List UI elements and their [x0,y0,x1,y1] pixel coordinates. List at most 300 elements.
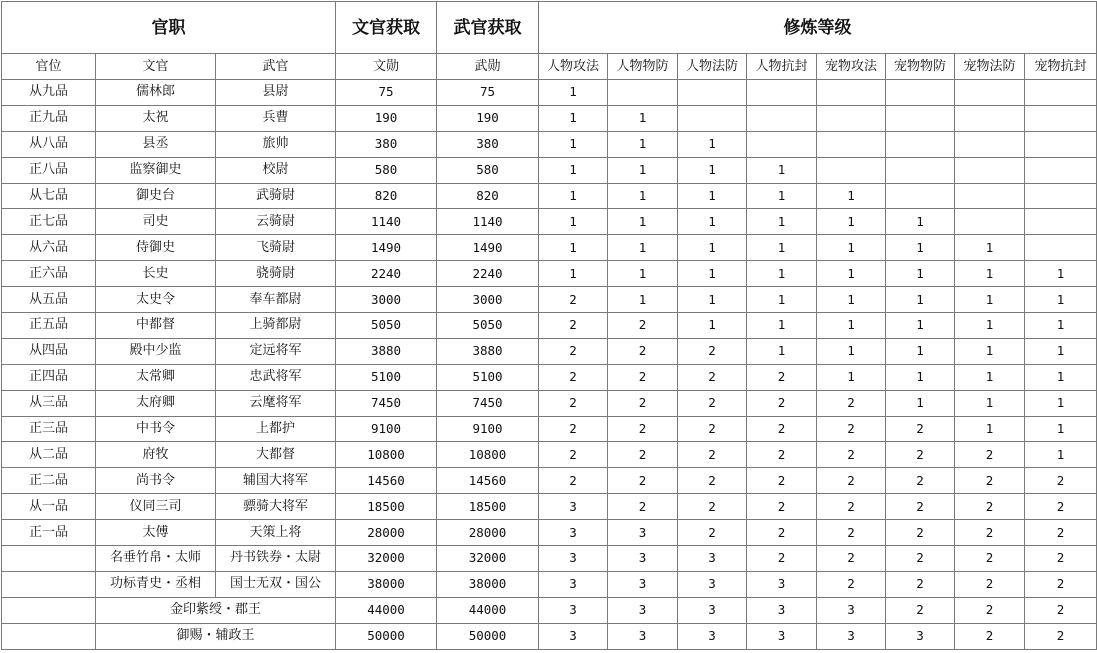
level-cell: 2 [539,287,608,313]
level-cell: 1 [608,131,678,157]
subheader-cell: 官位 [2,54,96,80]
level-cell: 1 [886,313,955,339]
level-cell: 2 [539,313,608,339]
header-xiulian: 修炼等级 [539,2,1097,54]
level-cell: 1 [608,287,678,313]
level-cell [955,209,1025,235]
wenxun-cell: 38000 [336,571,437,597]
level-cell: 3 [678,623,747,649]
wuxun-cell: 3880 [437,338,539,364]
wuxun-cell: 14560 [437,468,539,494]
subheader-cell: 人物攻法 [539,54,608,80]
rank-cell: 正四品 [2,364,96,390]
level-cell: 1 [747,157,817,183]
level-cell: 2 [747,364,817,390]
level-cell: 1 [1025,364,1097,390]
level-cell: 1 [608,157,678,183]
wenxun-cell: 28000 [336,520,437,546]
level-cell: 1 [678,157,747,183]
merged-title-cell: 金印紫绶・郡王 [96,597,336,623]
wu-title-cell: 上骑都尉 [216,313,336,339]
level-cell: 2 [886,520,955,546]
wuxun-cell: 9100 [437,416,539,442]
level-cell: 3 [817,623,886,649]
level-cell: 1 [608,209,678,235]
level-cell: 3 [678,571,747,597]
level-cell: 1 [747,287,817,313]
rank-cell: 正九品 [2,105,96,131]
level-cell [747,131,817,157]
level-cell: 2 [886,597,955,623]
level-cell: 2 [1025,571,1097,597]
level-cell [747,80,817,106]
level-cell: 2 [678,468,747,494]
wen-title-cell: 太史令 [96,287,216,313]
level-cell: 3 [886,623,955,649]
wu-title-cell: 辅国大将军 [216,468,336,494]
wenxun-cell: 50000 [336,623,437,649]
wen-title-cell: 尚书令 [96,468,216,494]
rank-cell: 从七品 [2,183,96,209]
wuxun-cell: 18500 [437,494,539,520]
wuxun-cell: 10800 [437,442,539,468]
level-cell: 1 [1025,261,1097,287]
table-row [2,131,1097,157]
wenxun-cell: 44000 [336,597,437,623]
level-cell: 1 [678,313,747,339]
level-cell: 2 [886,546,955,572]
level-cell: 3 [747,571,817,597]
level-cell: 1 [886,364,955,390]
table-row [2,287,1097,313]
level-cell: 2 [817,390,886,416]
level-cell: 1 [678,183,747,209]
level-cell [817,105,886,131]
level-cell: 1 [886,209,955,235]
level-cell: 2 [817,442,886,468]
wu-title-cell: 校尉 [216,157,336,183]
wen-title-cell: 名垂竹帛・太师 [96,546,216,572]
subheader-cell: 宠物抗封 [1025,54,1097,80]
merged-title-cell: 御赐・辅政王 [96,623,336,649]
rank-cell: 从二品 [2,442,96,468]
level-cell: 1 [539,261,608,287]
level-cell: 2 [886,442,955,468]
level-cell: 1 [747,209,817,235]
level-cell: 1 [955,390,1025,416]
rank-cell: 从四品 [2,338,96,364]
level-cell: 1 [747,313,817,339]
level-cell: 1 [886,287,955,313]
subheader-cell: 人物法防 [678,54,747,80]
rank-cell: 从六品 [2,235,96,261]
level-cell: 1 [747,338,817,364]
level-cell: 2 [747,520,817,546]
subheader-cell: 宠物攻法 [817,54,886,80]
level-cell [1025,209,1097,235]
wu-title-cell: 奉车都尉 [216,287,336,313]
wenxun-cell: 5050 [336,313,437,339]
wuxun-cell: 580 [437,157,539,183]
level-cell: 2 [539,442,608,468]
table-row [2,442,1097,468]
wu-title-cell: 忠武将军 [216,364,336,390]
level-cell: 1 [747,183,817,209]
table-row [2,235,1097,261]
wenxun-cell: 3880 [336,338,437,364]
level-cell: 3 [747,597,817,623]
wuxun-cell: 5050 [437,313,539,339]
wen-title-cell: 长史 [96,261,216,287]
level-cell: 2 [608,468,678,494]
level-cell [1025,80,1097,106]
level-cell [608,80,678,106]
table-row [2,546,1097,572]
level-cell: 3 [747,623,817,649]
level-cell: 1 [955,313,1025,339]
level-cell: 2 [608,416,678,442]
level-cell: 3 [539,623,608,649]
rank-cell [2,623,96,649]
level-cell: 1 [886,261,955,287]
level-cell: 3 [678,597,747,623]
level-cell: 1 [608,105,678,131]
table-row [2,313,1097,339]
level-cell [1025,131,1097,157]
wen-title-cell: 中书令 [96,416,216,442]
wenxun-cell: 32000 [336,546,437,572]
level-cell: 2 [608,364,678,390]
rank-table [1,1,1097,650]
wu-title-cell: 武骑尉 [216,183,336,209]
level-cell: 1 [608,261,678,287]
table-row [2,571,1097,597]
subheader-cell: 人物抗封 [747,54,817,80]
wen-title-cell: 仪同三司 [96,494,216,520]
wu-title-cell: 天策上将 [216,520,336,546]
wen-title-cell: 县丞 [96,131,216,157]
level-cell [886,80,955,106]
wenxun-cell: 18500 [336,494,437,520]
rank-cell [2,546,96,572]
level-cell: 1 [539,157,608,183]
level-cell: 1 [539,131,608,157]
wuxun-cell: 7450 [437,390,539,416]
level-cell [747,105,817,131]
level-cell: 1 [817,338,886,364]
table-row [2,157,1097,183]
level-cell: 1 [747,261,817,287]
rank-cell: 从一品 [2,494,96,520]
wu-title-cell: 骠骑大将军 [216,494,336,520]
wuxun-cell: 75 [437,80,539,106]
level-cell: 2 [608,442,678,468]
wuxun-cell: 1490 [437,235,539,261]
wenxun-cell: 3000 [336,287,437,313]
wen-title-cell: 府牧 [96,442,216,468]
level-cell: 1 [539,80,608,106]
wenxun-cell: 9100 [336,416,437,442]
level-cell [955,105,1025,131]
level-cell: 2 [747,416,817,442]
level-cell: 3 [817,597,886,623]
table-row [2,364,1097,390]
subheader-row [2,54,1097,80]
level-cell: 1 [678,131,747,157]
rank-cell: 正六品 [2,261,96,287]
table-row [2,468,1097,494]
level-cell: 2 [678,494,747,520]
rank-cell: 正八品 [2,157,96,183]
level-cell: 1 [886,390,955,416]
wu-title-cell: 定远将军 [216,338,336,364]
wu-title-cell: 旅帅 [216,131,336,157]
level-cell: 2 [1025,623,1097,649]
wen-title-cell: 殿中少监 [96,338,216,364]
level-cell: 2 [886,571,955,597]
rank-cell: 从九品 [2,80,96,106]
level-cell: 2 [747,546,817,572]
level-cell: 1 [608,235,678,261]
level-cell: 2 [1025,494,1097,520]
header-row [2,2,1097,54]
level-cell: 2 [955,546,1025,572]
level-cell: 2 [955,571,1025,597]
wen-title-cell: 太祝 [96,105,216,131]
level-cell [817,157,886,183]
level-cell: 3 [608,546,678,572]
rank-cell [2,597,96,623]
level-cell: 1 [1025,338,1097,364]
level-cell: 1 [608,183,678,209]
level-cell [1025,105,1097,131]
rank-cell: 正七品 [2,209,96,235]
level-cell: 1 [539,209,608,235]
subheader-cell: 武官 [216,54,336,80]
level-cell: 2 [955,468,1025,494]
level-cell: 2 [678,390,747,416]
level-cell: 2 [747,390,817,416]
level-cell: 1 [886,338,955,364]
level-cell: 2 [747,468,817,494]
wen-title-cell: 监察御史 [96,157,216,183]
level-cell [678,80,747,106]
rank-cell: 正五品 [2,313,96,339]
level-cell: 1 [678,209,747,235]
header-wu-get: 武官获取 [437,2,539,54]
wen-title-cell: 侍御史 [96,235,216,261]
level-cell: 2 [1025,546,1097,572]
wenxun-cell: 7450 [336,390,437,416]
level-cell: 2 [608,338,678,364]
level-cell: 2 [678,520,747,546]
wu-title-cell: 兵曹 [216,105,336,131]
wu-title-cell: 丹书铁券・太尉 [216,546,336,572]
level-cell [1025,157,1097,183]
level-cell: 3 [539,494,608,520]
wuxun-cell: 3000 [437,287,539,313]
level-cell: 2 [747,442,817,468]
table-row [2,623,1097,649]
rank-cell [2,571,96,597]
level-cell: 2 [747,494,817,520]
table-row [2,105,1097,131]
wenxun-cell: 1490 [336,235,437,261]
level-cell: 1 [955,287,1025,313]
level-cell: 1 [1025,442,1097,468]
level-cell: 3 [678,546,747,572]
level-cell: 2 [1025,468,1097,494]
rank-cell: 从五品 [2,287,96,313]
level-cell [955,183,1025,209]
wu-title-cell: 云骑尉 [216,209,336,235]
level-cell: 2 [678,416,747,442]
level-cell: 2 [539,364,608,390]
level-cell [886,183,955,209]
wenxun-cell: 1140 [336,209,437,235]
level-cell [955,80,1025,106]
wuxun-cell: 2240 [437,261,539,287]
level-cell: 2 [539,416,608,442]
level-cell: 3 [539,520,608,546]
level-cell [817,80,886,106]
rank-cell: 正三品 [2,416,96,442]
level-cell: 3 [539,597,608,623]
wuxun-cell: 50000 [437,623,539,649]
level-cell: 1 [678,235,747,261]
level-cell: 2 [817,494,886,520]
wen-title-cell: 中都督 [96,313,216,339]
level-cell: 2 [1025,520,1097,546]
wuxun-cell: 820 [437,183,539,209]
wuxun-cell: 1140 [437,209,539,235]
subheader-cell: 文官 [96,54,216,80]
wuxun-cell: 32000 [437,546,539,572]
level-cell: 1 [817,183,886,209]
level-cell: 1 [886,235,955,261]
level-cell: 1 [817,209,886,235]
level-cell: 2 [608,313,678,339]
table-row [2,390,1097,416]
wenxun-cell: 380 [336,131,437,157]
level-cell: 3 [608,623,678,649]
subheader-cell: 宠物物防 [886,54,955,80]
wu-title-cell: 县尉 [216,80,336,106]
table-row [2,261,1097,287]
subheader-cell: 宠物法防 [955,54,1025,80]
wuxun-cell: 190 [437,105,539,131]
header-guanzhi: 官职 [2,2,336,54]
table-row [2,80,1097,106]
wu-title-cell: 飞骑尉 [216,235,336,261]
level-cell: 2 [817,416,886,442]
level-cell: 1 [747,235,817,261]
level-cell: 3 [608,520,678,546]
rank-cell: 从八品 [2,131,96,157]
level-cell [1025,183,1097,209]
level-cell: 2 [817,520,886,546]
level-cell [955,131,1025,157]
level-cell: 2 [678,364,747,390]
level-cell [955,157,1025,183]
level-cell: 2 [886,416,955,442]
wuxun-cell: 5100 [437,364,539,390]
level-cell [678,105,747,131]
level-cell: 1 [1025,416,1097,442]
level-cell: 1 [678,287,747,313]
wen-title-cell: 御史台 [96,183,216,209]
wenxun-cell: 10800 [336,442,437,468]
level-cell: 1 [539,235,608,261]
header-wen-get: 文官获取 [336,2,437,54]
level-cell [886,157,955,183]
table-row [2,494,1097,520]
wen-title-cell: 司史 [96,209,216,235]
level-cell: 1 [1025,390,1097,416]
subheader-cell: 文勋 [336,54,437,80]
level-cell: 1 [817,287,886,313]
level-cell: 2 [817,546,886,572]
table-row [2,416,1097,442]
wuxun-cell: 38000 [437,571,539,597]
level-cell: 1 [817,364,886,390]
level-cell: 1 [955,416,1025,442]
wuxun-cell: 44000 [437,597,539,623]
level-cell: 1 [539,105,608,131]
level-cell: 2 [955,520,1025,546]
level-cell [817,131,886,157]
wu-title-cell: 骁骑尉 [216,261,336,287]
level-cell: 1 [955,235,1025,261]
level-cell: 2 [539,468,608,494]
wu-title-cell: 国士无双・国公 [216,571,336,597]
table-row [2,209,1097,235]
level-cell: 2 [955,623,1025,649]
wenxun-cell: 580 [336,157,437,183]
level-cell: 1 [1025,287,1097,313]
subheader-cell: 武勋 [437,54,539,80]
level-cell: 1 [817,313,886,339]
level-cell: 1 [955,338,1025,364]
rank-cell: 正二品 [2,468,96,494]
level-cell: 2 [955,597,1025,623]
wen-title-cell: 太常卿 [96,364,216,390]
level-cell: 3 [539,571,608,597]
rank-cell: 正一品 [2,520,96,546]
table-row [2,520,1097,546]
level-cell: 3 [608,571,678,597]
table-row [2,338,1097,364]
level-cell: 2 [955,494,1025,520]
level-cell: 1 [955,261,1025,287]
level-cell: 1 [678,261,747,287]
wu-title-cell: 上都护 [216,416,336,442]
level-cell: 3 [608,597,678,623]
level-cell: 2 [955,442,1025,468]
level-cell: 2 [1025,597,1097,623]
level-cell: 1 [817,261,886,287]
level-cell: 2 [608,494,678,520]
wenxun-cell: 75 [336,80,437,106]
wen-title-cell: 太傅 [96,520,216,546]
level-cell: 2 [886,468,955,494]
level-cell: 1 [539,183,608,209]
wenxun-cell: 5100 [336,364,437,390]
level-cell: 1 [817,235,886,261]
level-cell: 3 [539,546,608,572]
wu-title-cell: 大都督 [216,442,336,468]
wuxun-cell: 380 [437,131,539,157]
